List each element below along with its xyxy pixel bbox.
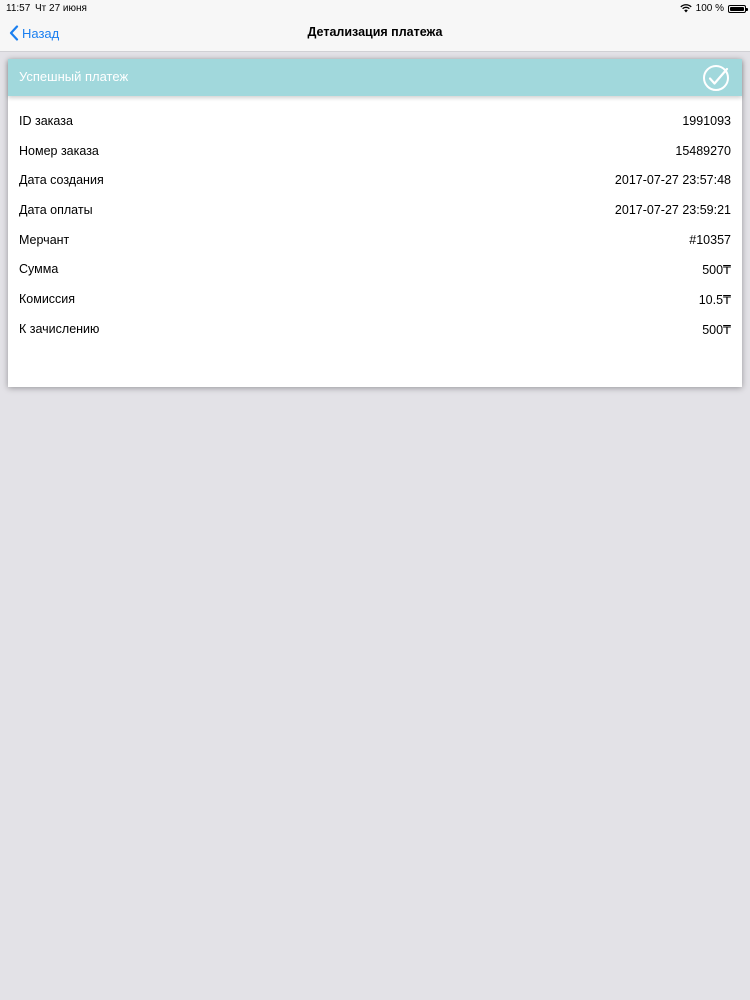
wifi-icon [680, 4, 692, 13]
payment-status-title: Успешный платеж [19, 69, 129, 84]
check-circle-icon [702, 64, 730, 92]
detail-label: Дата создания [19, 173, 104, 188]
top-bar [0, 0, 750, 52]
detail-value: 15489270 [675, 143, 731, 158]
status-date: Чт 27 июня [35, 3, 87, 14]
status-bar [0, 0, 750, 15]
detail-row-credit-amount [8, 314, 742, 344]
detail-label: К зачислению [19, 321, 100, 336]
detail-row-merchant [8, 225, 742, 255]
battery-fill [730, 7, 744, 11]
payment-status-header [8, 59, 742, 96]
detail-value: 2017-07-27 23:57:48 [614, 173, 731, 188]
detail-row-commission [8, 284, 742, 314]
detail-label: ID заказа [19, 114, 73, 128]
detail-value: 10.5₸ [698, 293, 731, 308]
page-title: Детализация платежа [307, 25, 443, 39]
detail-label: Мерчант [19, 232, 70, 247]
detail-label: Дата оплаты [19, 203, 93, 218]
detail-row-order-id [8, 106, 742, 136]
detail-value: 2017-07-27 23:59:21 [614, 203, 731, 218]
detail-label: Сумма [19, 262, 59, 277]
payment-details-list [8, 106, 742, 344]
detail-row-payment-date [8, 195, 742, 225]
detail-value: #10357 [689, 232, 731, 247]
detail-row-amount [8, 254, 742, 284]
payment-card [8, 59, 742, 387]
detail-label: Комиссия [19, 292, 76, 307]
status-indicators [680, 1, 746, 16]
back-button-label: Назад [22, 25, 60, 41]
detail-row-created-date [8, 165, 742, 195]
detail-value: 500₸ [702, 263, 731, 278]
detail-value: 500₸ [702, 322, 731, 337]
detail-row-order-number [8, 136, 742, 166]
status-time: 11:57 [6, 3, 31, 14]
battery-icon [728, 5, 746, 13]
detail-label: Номер заказа [19, 143, 99, 158]
detail-value: 1991093 [682, 114, 731, 128]
battery-percent: 100 % [695, 3, 724, 14]
